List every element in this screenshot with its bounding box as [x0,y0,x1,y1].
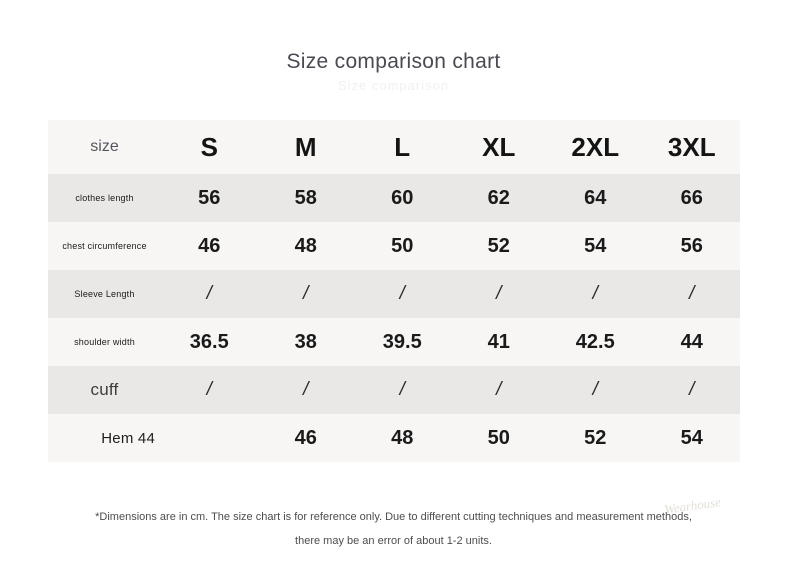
cell-sleeve-s: / [161,270,258,318]
cell-sleeve-l: / [354,270,451,318]
row-label-cuff: cuff [48,366,161,414]
row-label-clothes-length: clothes length [48,174,161,222]
cell-clothes-length-3xl: 66 [644,174,741,222]
row-label-chest-circumference: chest circumference [48,222,161,270]
size-table-container [48,120,740,462]
page-title: Size comparison chart [286,50,501,73]
cell-hem-3xl: 54 [644,414,741,462]
cell-shoulder-2xl: 42.5 [547,318,644,366]
cell-cuff-2xl: / [547,366,644,414]
cell-chest-m: 48 [258,222,355,270]
cell-hem-s [161,414,258,462]
cell-chest-l: 50 [354,222,451,270]
cell-hem-xl: 50 [451,414,548,462]
cell-clothes-length-2xl: 64 [547,174,644,222]
footnote-line-2: there may be an error of about 1-2 units. [295,535,492,547]
cell-cuff-l: / [354,366,451,414]
watermark-text: Wearhouse [663,494,722,517]
column-header-size: size [48,120,161,174]
table-row [48,318,740,366]
column-header-2xl: 2XL [547,120,644,174]
cell-cuff-3xl: / [644,366,741,414]
background-watermark-title: Size comparison [337,78,450,93]
cell-chest-3xl: 56 [644,222,741,270]
cell-sleeve-m: / [258,270,355,318]
cell-chest-xl: 52 [451,222,548,270]
cell-clothes-length-l: 60 [354,174,451,222]
cell-chest-s: 46 [161,222,258,270]
cell-shoulder-xl: 41 [451,318,548,366]
table-row [48,174,740,222]
cell-clothes-length-s: 56 [161,174,258,222]
cell-sleeve-3xl: / [644,270,741,318]
table-row [48,270,740,318]
cell-chest-2xl: 54 [547,222,644,270]
row-label-sleeve-length: Sleeve Length [48,270,161,318]
table-row [48,366,740,414]
cell-clothes-length-m: 58 [258,174,355,222]
cell-hem-l: 48 [354,414,451,462]
cell-clothes-length-xl: 62 [451,174,548,222]
column-header-xl: XL [451,120,548,174]
table-row [48,414,740,462]
table-row [48,222,740,270]
table-header-row [48,120,740,174]
cell-hem-m: 46 [258,414,355,462]
row-label-shoulder-width: shoulder width [48,318,161,366]
column-header-m: M [258,120,355,174]
footnote-line-1: *Dimensions are in cm. The size chart is for reference only. Due to different cutting techniques and measurement methods, [95,511,692,523]
row-label-hem: Hem 44 [48,414,161,462]
cell-shoulder-m: 38 [258,318,355,366]
cell-cuff-xl: / [451,366,548,414]
cell-cuff-s: / [161,366,258,414]
cell-shoulder-s: 36.5 [161,318,258,366]
cell-cuff-m: / [258,366,355,414]
column-header-s: S [161,120,258,174]
cell-sleeve-2xl: / [547,270,644,318]
cell-shoulder-3xl: 44 [644,318,741,366]
column-header-3xl: 3XL [644,120,741,174]
cell-hem-2xl: 52 [547,414,644,462]
column-header-l: L [354,120,451,174]
footnote [0,505,787,553]
cell-shoulder-l: 39.5 [354,318,451,366]
size-table [48,120,740,462]
cell-sleeve-xl: / [451,270,548,318]
